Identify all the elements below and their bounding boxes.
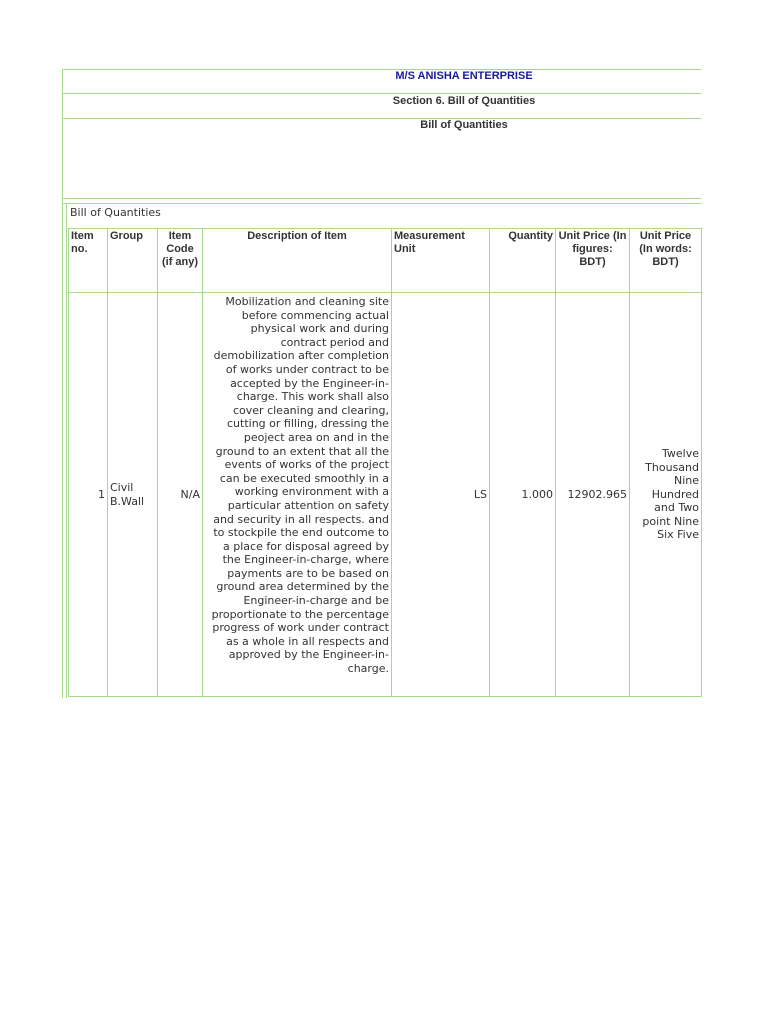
col-item-code: Item Code (if any) <box>158 229 203 293</box>
inner-left-border <box>66 203 67 698</box>
cell-description: Mobilization and cleaning site before commencing actual physical work and during contract period and demobilization after completion of works under contract to be accepted by the Engineer-in-charge. This work shall also cover cleaning and clearing, cutting or filling, dressing the peoject area on and in the ground to an extent that all the events of works of the project can be executed smoothly in a working environment with a particular attention on safety and security in all respects. and to stockpile the end outcome to a place for disposal agreed by the Engineer-in-charge, where payments are to be based on ground area determined by the Engineer-in-charge and be proportionate to the percentage progress of work under contract as a whole in all respects and approved by the Engineer-in-charge. <box>203 293 392 697</box>
header-rule-3 <box>62 198 701 199</box>
company-name: M/S ANISHA ENTERPRISE <box>395 70 533 82</box>
boq-table <box>68 228 702 697</box>
boq-label: Bill of Quantities <box>70 206 161 219</box>
col-unit: Measurement Unit <box>392 229 490 293</box>
cell-unit: LS <box>392 293 490 697</box>
col-quantity: Quantity <box>490 229 556 293</box>
col-unit-price-figures: Unit Price (In figures: BDT) <box>556 229 630 293</box>
col-description: Description of Item <box>203 229 392 293</box>
cell-unit-price-words: Twelve Thousand Nine Hundred and Two point Nine Six Five <box>630 293 702 697</box>
cell-unit-price-figures: 12902.965 <box>556 293 630 697</box>
col-item-no: Item no. <box>69 229 108 293</box>
table-row <box>69 293 702 697</box>
header-rule-4 <box>62 203 701 204</box>
cell-quantity: 1.000 <box>490 293 556 697</box>
col-unit-price-words: Unit Price (In words: BDT) <box>630 229 702 293</box>
table-header-row <box>69 229 702 293</box>
page-title: Bill of Quantities <box>420 119 508 131</box>
cell-group: Civil B.Wall <box>108 293 158 697</box>
cell-item-no: 1 <box>69 293 108 697</box>
cell-item-code: N/A <box>158 293 203 697</box>
section-title: Section 6. Bill of Quantities <box>392 95 536 107</box>
left-border <box>62 69 63 698</box>
col-group: Group <box>108 229 158 293</box>
header-rule-1 <box>62 93 701 94</box>
